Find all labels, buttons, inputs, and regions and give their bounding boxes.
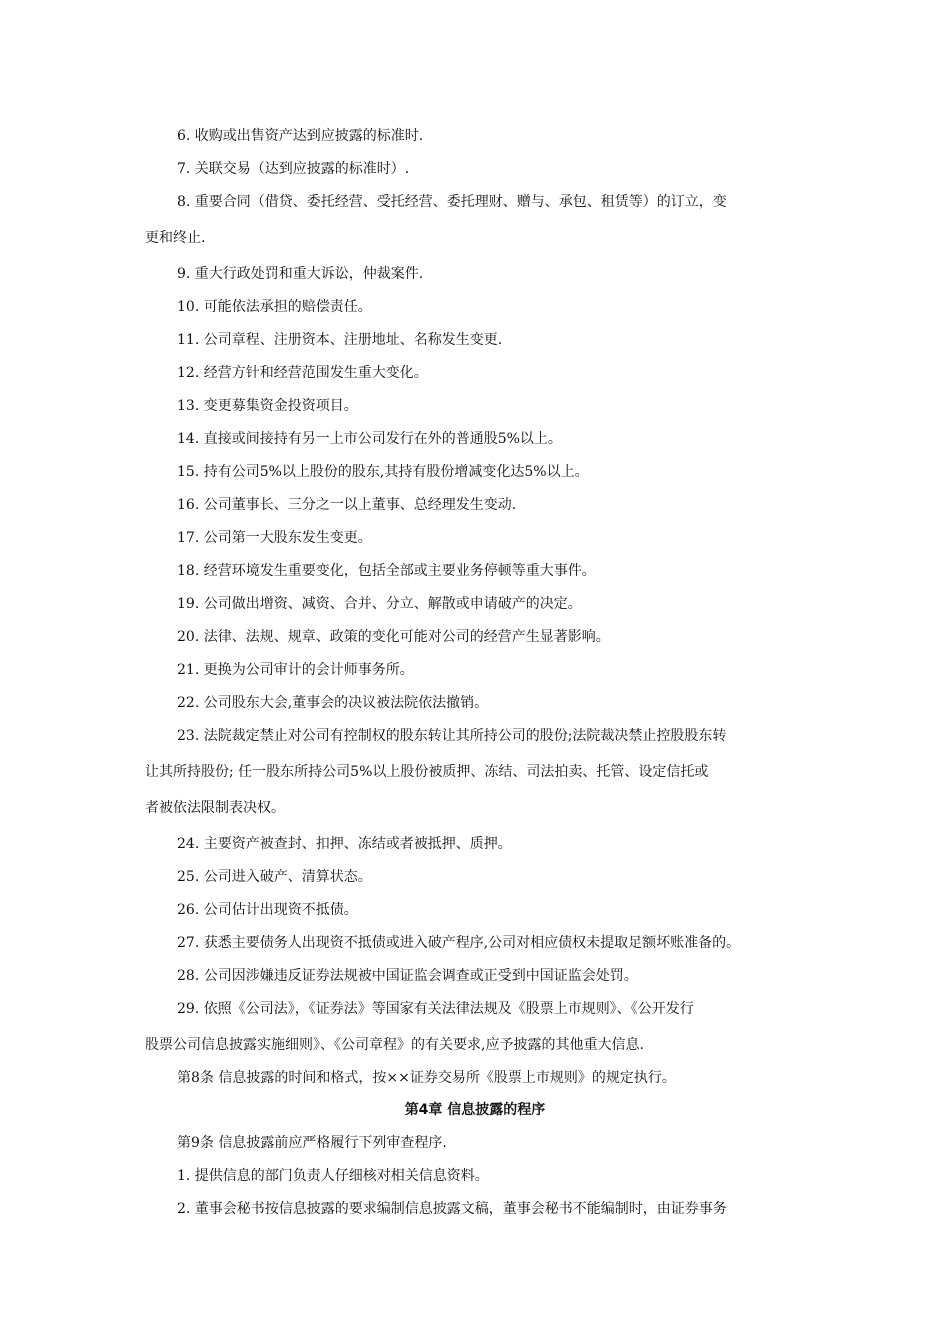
list-item-16: 16. 公司董事长、三分之一以上董事、总经理发生变动. bbox=[177, 497, 517, 513]
list-item-7: 7. 关联交易（达到应披露的标准时）. bbox=[177, 161, 410, 177]
list-item-13: 13. 变更募集资金投资项目。 bbox=[177, 398, 358, 414]
list-item-12: 12. 经营方针和经营范围发生重大变化。 bbox=[177, 365, 428, 381]
list-item-17: 17. 公司第一大股东发生变更。 bbox=[177, 530, 372, 546]
procedure-item-2: 2. 董事会秘书按信息披露的要求编制信息披露文稿，董事会秘书不能编制时，由证券事务 bbox=[177, 1201, 727, 1217]
list-item-24: 24. 主要资产被查封、扣押、冻结或者被抵押、质押。 bbox=[177, 836, 512, 852]
list-item-9: 9. 重大行政处罚和重大诉讼，仲裁案件. bbox=[177, 266, 424, 282]
procedure-item-1: 1. 提供信息的部门负责人仔细核对相关信息资料。 bbox=[177, 1168, 489, 1184]
list-item-22: 22. 公司股东大会,董事会的决议被法院依法撤销。 bbox=[177, 695, 489, 711]
list-item-23-continued: 让其所持股份; 任一股东所持公司5%以上股份被质押、冻结、司法拍卖、托管、设定信托或 bbox=[145, 764, 709, 780]
list-item-27: 27. 获悉主要债务人出现资不抵债或进入破产程序,公司对相应债权未提取足额坏账准备的。 bbox=[177, 935, 741, 951]
list-item-14: 14. 直接或间接持有另一上市公司发行在外的普通股5%以上。 bbox=[177, 431, 562, 447]
list-item-21: 21. 更换为公司审计的会计师事务所。 bbox=[177, 662, 414, 678]
list-item-19: 19. 公司做出增资、减资、合并、分立、解散或申请破产的决定。 bbox=[177, 596, 582, 612]
article-9: 第9条 信息披露前应严格履行下列审查程序. bbox=[177, 1135, 447, 1151]
list-item-26: 26. 公司估计出现资不抵债。 bbox=[177, 902, 358, 918]
list-item-11: 11. 公司章程、注册资本、注册地址、名称发生变更. bbox=[177, 332, 503, 348]
list-item-20: 20. 法律、法规、规章、政策的变化可能对公司的经营产生显著影响。 bbox=[177, 629, 610, 645]
list-item-18: 18. 经营环境发生重要变化，包括全部或主要业务停顿等重大事件。 bbox=[177, 563, 596, 579]
list-item-23: 23. 法院裁定禁止对公司有控制权的股东转让其所持公司的股份;法院裁决禁止控股股东转 bbox=[177, 728, 727, 744]
list-item-8: 8. 重要合同（借贷、委托经营、受托经营、委托理财、赠与、承包、租赁等）的订立，变 bbox=[177, 194, 727, 210]
list-item-29-continued: 股票公司信息披露实施细则》、《公司章程》的有关要求,应予披露的其他重大信息. bbox=[145, 1037, 644, 1053]
article-8: 第8条 信息披露的时间和格式，按××证券交易所《股票上市规则》的规定执行。 bbox=[177, 1070, 676, 1086]
list-item-15: 15. 持有公司5%以上股份的股东,其持有股份增减变化达5%以上。 bbox=[177, 464, 589, 480]
chapter-4-heading: 第4章 信息披露的程序 bbox=[404, 1102, 546, 1118]
list-item-29: 29. 依照《公司法》，《证券法》等国家有关法律法规及《股票上市规则》、《公开发行 bbox=[177, 1001, 694, 1017]
list-item-10: 10. 可能依法承担的赔偿责任。 bbox=[177, 299, 372, 315]
list-item-25: 25. 公司进入破产、清算状态。 bbox=[177, 869, 372, 885]
list-item-8-continued: 更和终止. bbox=[145, 230, 206, 246]
list-item-23-continued-2: 者被依法限制表决权。 bbox=[145, 800, 285, 816]
list-item-28: 28. 公司因涉嫌违反证券法规被中国证监会调查或正受到中国证监会处罚。 bbox=[177, 968, 638, 984]
list-item-6: 6. 收购或出售资产达到应披露的标准时. bbox=[177, 128, 424, 144]
